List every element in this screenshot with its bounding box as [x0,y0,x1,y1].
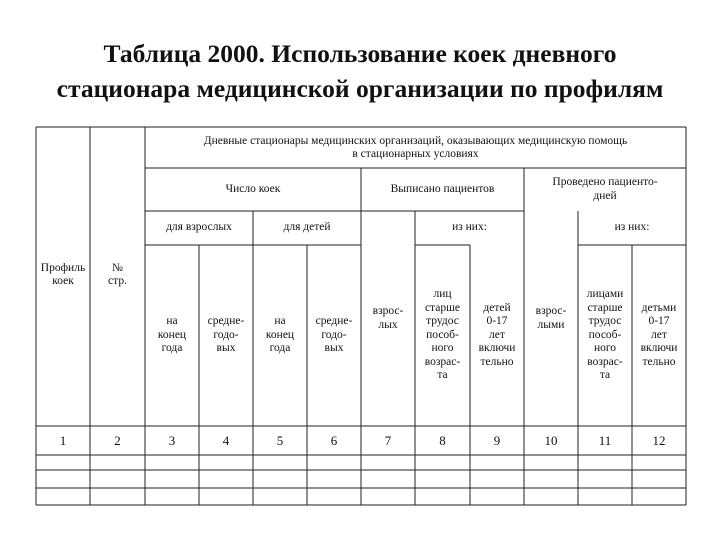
adults-beds-avg-header: средне- годо- вых [207,315,245,355]
discharged-adults-header: взрос- лых [372,305,404,331]
for-adults-header: для взрослых [166,221,232,234]
column-number-7: 7 [384,432,392,448]
column-number-9: 9 [493,432,501,448]
column-number-10: 10 [544,432,558,448]
days-adults-header: взрос- лыми [535,305,567,331]
title-line-2: стационара медицинской организации по профилям [56,74,664,103]
adults-beds-year-end-header: на конец года [157,315,187,355]
column-number-11: 11 [598,432,612,448]
column-number-1: 1 [59,432,67,448]
days-elderly-header: лицами старше трудос пособ- ного возрас- та [586,288,624,382]
row-number-header: № стр. [108,261,127,287]
column-number-3: 3 [168,432,176,448]
column-number-4: 4 [222,432,230,448]
of-them-header-1: из них: [452,221,487,234]
patient-days-header: Проведено пациенто- дней [552,176,658,202]
discharged-elderly-header: лиц старше трудос пособ- ного возрас- та [424,288,461,382]
group-header: Дневные стационары медицинских организаций, оказывающих медицинскую помощь в стационарных условиях [203,134,628,160]
children-beds-year-end-header: на конец года [265,315,295,355]
for-children-header: для детей [283,221,331,234]
column-number-6: 6 [330,432,338,448]
profile-header: Профиль коек [40,261,86,287]
discharged-children-header: детей 0-17 лет включи тельно [478,301,516,368]
column-number-5: 5 [276,432,284,448]
beds-count-header: Число коек [225,182,281,195]
of-them-header-2: из них: [614,221,650,234]
column-number-8: 8 [439,432,446,448]
column-number-12: 12 [652,432,666,448]
days-children-header: детьми 0-17 лет включи тельно [640,301,678,368]
discharged-header: Выписано пациентов [390,182,495,195]
children-beds-avg-header: средне- годо- вых [315,315,353,355]
title-line-1: Таблица 2000. Использование коек дневного [103,39,617,68]
column-number-2: 2 [114,432,121,448]
